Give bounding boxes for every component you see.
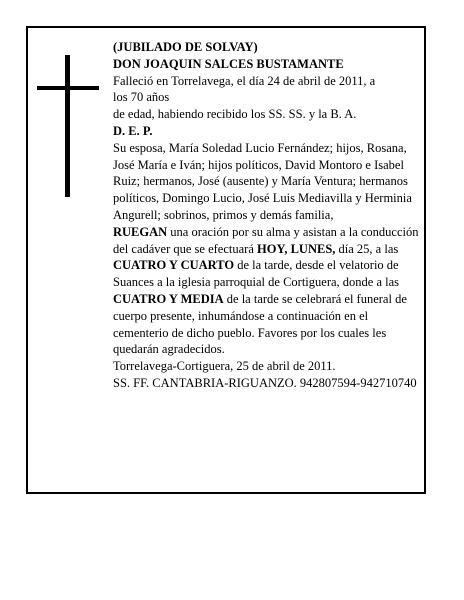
departure-time: CUATRO Y CUARTO xyxy=(113,258,235,273)
invitation-text-3: de la tarde, desde el velatorio de Suances a la iglesia parroquial de Cortiguera, donde a las xyxy=(113,258,400,290)
funeral-time: CUATRO Y MEDIA xyxy=(113,291,224,306)
invitation-text-2: día 25, a las xyxy=(335,241,399,256)
death-announcement-line-1: Falleció en Torrelavega, el día 24 de abril de 2011, a xyxy=(113,73,376,88)
ruegan-text: RUEGAN xyxy=(113,224,168,239)
family-paragraph: Su esposa, María Soledad Lucio Fernández; hijos, Rosana, José María e Iván; hijos políticos, David Montoro e Isabel Ruiz; hermanos, José (ausente) y María Ventura; hermanos políticos, Domingo Lucio, José Luis Mediavilla y Herminia Angurell; sobrinos, primos y demás familia, xyxy=(113,140,412,222)
cross-icon xyxy=(37,55,99,197)
invitation-text-4: de la tarde se celebrará el funeral de cuerpo presente, inhumándose a continuación en el cementerio de dicho pueblo. Favores por los cuales les quedarán agradecidos. xyxy=(113,291,407,357)
place-date-line: Torrelavega-Cortiguera, 25 de abril de 2011. xyxy=(113,359,336,374)
invitation-paragraph xyxy=(113,224,425,358)
cross-horizontal-bar xyxy=(37,86,99,90)
funeral-home-line: SS. FF. CANTABRIA-RIGUANZO. 942807594-942710740 xyxy=(113,375,417,390)
deceased-name: DON JOAQUIN SALCES BUSTAMANTE xyxy=(113,56,344,71)
sacraments-line: de edad, habiendo recibido los SS. SS. y la B. A. xyxy=(113,107,357,122)
day-text: HOY, LUNES, xyxy=(257,241,336,256)
affiliation: (JUBILADO DE SOLVAY) xyxy=(113,40,258,54)
cross-vertical-bar xyxy=(65,55,70,197)
invitation-text-1: una oración por su alma y asistan a la conducción del cadáver que se efectuará xyxy=(113,224,419,256)
rip-line: D. E. P. xyxy=(113,123,153,138)
obituary-text xyxy=(113,39,425,392)
death-announcement-line-2: los 70 años xyxy=(113,90,170,105)
